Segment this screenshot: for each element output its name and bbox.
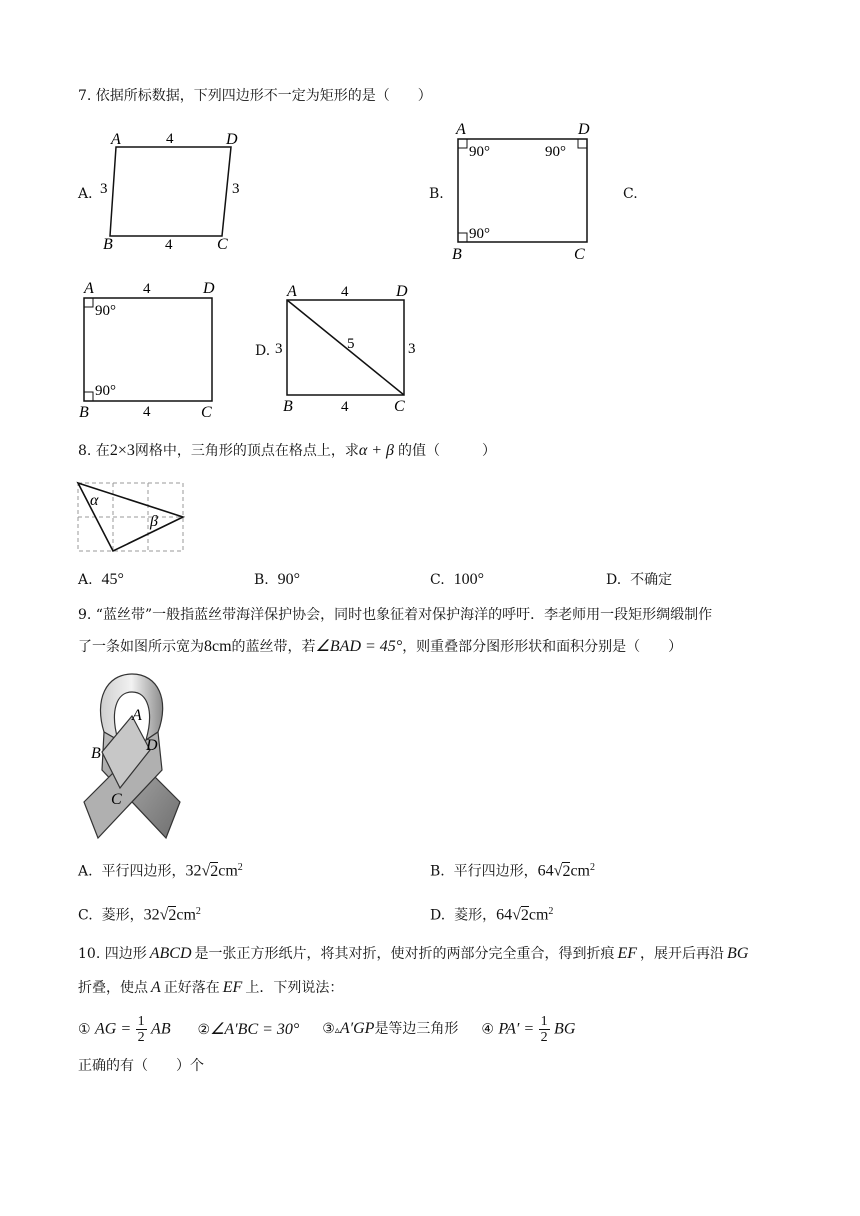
q10-statement-1-numerator: 1 — [137, 1014, 145, 1029]
q9-option-b[interactable] — [430, 858, 595, 882]
q7-option-a-label: A． — [78, 186, 103, 202]
q9-angle-expression: ∠BAD = 45° — [315, 638, 403, 655]
q8-option-c-letter: C. — [430, 572, 445, 588]
q10-statement-4-numerator: 1 — [540, 1014, 548, 1029]
q10-statements — [78, 1014, 575, 1050]
fig-a-label-A: A — [111, 131, 121, 148]
q7-figure-d — [273, 280, 423, 420]
fig-a-bottom-length: 4 — [165, 237, 173, 253]
fig-b-label-A: A — [456, 121, 466, 138]
fig-b-label-C: C — [574, 246, 585, 263]
q10-statement-1-denominator: 2 — [137, 1030, 145, 1045]
q9-option-c-radicand: 2 — [168, 906, 177, 924]
fig-a-top-length: 4 — [166, 131, 174, 147]
q7-option-b-label: B. — [429, 186, 444, 202]
q9-label-A: A — [132, 707, 142, 724]
q9-label-B: B — [91, 745, 101, 762]
q8-stem-part-2: 网格中，三角形的顶点在格点上，求 — [134, 443, 359, 459]
fig-c-label-B: B — [79, 404, 89, 421]
fig-a-right-length: 3 — [232, 181, 240, 197]
q10-statement-3 — [322, 1019, 458, 1041]
q7-option-d-label: D. — [255, 343, 271, 359]
q10-line-1 — [78, 944, 748, 964]
q10-ef: EF — [617, 945, 638, 962]
q8-option-a-letter: A. — [78, 572, 93, 588]
q10-line-2-part-1: 折叠，使点 — [78, 980, 148, 996]
fig-d-left-length: 3 — [275, 341, 283, 357]
q9-width-value: 8cm — [204, 638, 232, 655]
fig-c-bottom-length: 4 — [143, 404, 151, 420]
q10-statement-3-text: 是等边三角形 — [374, 1020, 459, 1037]
q10-line-2-part-2: 正好落在 — [163, 980, 220, 996]
q10-statement-1-rhs: AB — [151, 1020, 171, 1038]
q8-stem-part-1: 8. 在 — [78, 443, 110, 459]
q9-option-a-letter: A. — [78, 863, 93, 880]
q10-statement-3-name: A′GP — [339, 1019, 375, 1037]
q9-line-2-part-1: 了一条如图所示宽为 — [78, 639, 204, 655]
q8-option-a-value: 45° — [101, 571, 124, 588]
q9-option-d-letter: D. — [430, 907, 446, 924]
fig-c-angle-b: 90° — [95, 383, 116, 399]
q8-option-d-letter: D. — [606, 572, 622, 588]
q9-line-2-part-2: 的蓝丝带，若 — [231, 639, 316, 655]
q8-alpha-label: α — [90, 492, 99, 509]
q9-option-a[interactable] — [78, 858, 243, 882]
fig-c-label-A: A — [84, 280, 94, 297]
q10-line-1-part-3: ，展开后再沿 — [640, 946, 725, 962]
q9-option-a-radicand: 2 — [210, 862, 219, 880]
q8-option-d[interactable] — [606, 570, 672, 590]
q10-statement-2 — [198, 1020, 300, 1040]
q8-beta-label: β — [150, 513, 158, 530]
q9-option-d-shape: 菱形， — [454, 907, 497, 924]
q9-option-b-unit: cm — [570, 862, 590, 880]
q10-point-a: A — [151, 979, 161, 996]
q10-statement-2-text: ∠A′BC = 30° — [210, 1020, 300, 1038]
q10-line-1-part-2: 是一张正方形纸片，将其对折，使对折的两部分完全重合，得到折痕 — [194, 946, 615, 962]
q8-option-b-letter: B. — [254, 572, 269, 588]
fig-d-diagonal-length: 5 — [347, 336, 355, 352]
q8-option-c-value: 100° — [453, 571, 484, 588]
q9-option-b-sqrt-sign: √ — [553, 862, 563, 880]
q9-option-c-sqrt-sign: √ — [159, 906, 169, 924]
q7-figure-a — [95, 125, 255, 255]
q8-stem — [78, 441, 496, 461]
q7-stem: 7. 依据所标数据，下列四边形不一定为矩形的是（ ） — [78, 88, 432, 104]
fig-d-label-B: B — [283, 398, 293, 415]
q8-option-b[interactable] — [254, 570, 300, 590]
q9-option-c-exp: 2 — [195, 906, 201, 917]
fig-a-left-length: 3 — [100, 181, 108, 197]
q9-option-b-exp: 2 — [589, 862, 595, 873]
q8-option-a[interactable] — [78, 570, 124, 590]
q9-option-b-letter: B. — [430, 863, 445, 880]
q8-option-d-value: 不确定 — [630, 572, 673, 588]
q9-option-c[interactable] — [78, 902, 201, 926]
q7-option-c-label: C. — [623, 186, 638, 202]
q10-abcd: ABCD — [149, 945, 192, 962]
q10-statement-4-fraction — [539, 1014, 550, 1045]
q9-option-d-radicand: 2 — [520, 906, 529, 924]
q9-label-D: D — [146, 737, 158, 754]
q10-statement-1-lhs: AG = — [95, 1020, 132, 1038]
fig-c-label-D: D — [203, 280, 215, 297]
q10-statement-3-number: ③ — [322, 1020, 335, 1037]
fig-c-label-C: C — [201, 404, 212, 421]
fig-c-angle-a: 90° — [95, 303, 116, 319]
fig-d-bottom-length: 4 — [341, 399, 349, 415]
q10-statement-4-rhs: BG — [554, 1020, 576, 1038]
fig-b-label-B: B — [452, 246, 462, 263]
q10-statement-4 — [481, 1014, 575, 1045]
q9-option-c-letter: C. — [78, 907, 93, 924]
q10-statement-1-fraction — [136, 1014, 147, 1045]
q9-option-d-coef: 64 — [496, 906, 513, 924]
q9-option-c-coef: 32 — [143, 906, 160, 924]
fig-d-label-A: A — [287, 283, 297, 300]
q10-statement-1-number: ① — [78, 1021, 91, 1038]
q10-statement-1 — [78, 1014, 171, 1045]
q10-statement-4-lhs: PA′ = — [498, 1020, 535, 1038]
q8-stem-part-3: 的值（ ） — [398, 443, 497, 459]
q10-bg: BG — [727, 945, 749, 962]
q10-last-line: 正确的有（ ）个 — [78, 1058, 204, 1074]
q9-option-b-shape: 平行四边形， — [453, 863, 538, 880]
q10-statement-4-denominator: 2 — [540, 1030, 548, 1045]
q9-ribbon-figure — [76, 670, 186, 842]
q9-option-d-exp: 2 — [548, 906, 554, 917]
fig-d-label-D: D — [396, 283, 408, 300]
fig-d-top-length: 4 — [341, 284, 349, 300]
fig-b-label-D: D — [578, 121, 590, 138]
q9-option-c-shape: 菱形， — [101, 907, 144, 924]
q9-option-b-coef: 64 — [537, 862, 554, 880]
q9-option-d-sqrt-sign: √ — [512, 906, 521, 924]
fig-c-top-length: 4 — [143, 281, 151, 297]
q9-option-a-coef: 32 — [185, 862, 202, 880]
fig-d-right-length: 3 — [408, 341, 416, 357]
fig-b-angle-d: 90° — [545, 144, 566, 160]
q8-option-b-value: 90° — [277, 571, 301, 588]
q8-option-c[interactable] — [430, 570, 484, 590]
q8-sum-expression: α + β — [358, 442, 395, 459]
q10-ef-2: EF — [222, 979, 243, 996]
q9-option-b-radicand: 2 — [562, 862, 571, 880]
q10-line-1-part-1: 10. 四边形 — [78, 946, 147, 962]
q10-statement-3-triangle-icon: ▵ — [334, 1024, 340, 1036]
q9-option-a-sqrt-sign: √ — [201, 862, 211, 880]
q9-line-1: 9. “蓝丝带”一般指蓝丝带海洋保护协会，同时也象征着对保护海洋的呼吁．李老师用一段矩形绸缎制作 — [78, 607, 713, 623]
q9-label-C: C — [111, 791, 122, 808]
q7-figure-c — [76, 280, 226, 425]
q9-line-2 — [78, 637, 682, 657]
q9-line-2-part-3: ，则重叠部分图形形状和面积分别是（ ） — [402, 639, 683, 655]
q9-option-a-unit: cm — [218, 862, 238, 880]
q10-statement-2-number: ② — [197, 1021, 211, 1038]
fig-b-angle-b: 90° — [469, 226, 490, 242]
q10-line-2 — [78, 978, 343, 998]
q9-option-d-unit: cm — [528, 906, 549, 924]
q10-statement-4-number: ④ — [481, 1021, 494, 1038]
q10-line-2-part-3: 上．下列说法： — [245, 980, 344, 996]
q8-grid-figure — [78, 483, 188, 555]
fig-d-label-C: C — [394, 398, 405, 415]
q9-option-a-shape: 平行四边形， — [101, 863, 186, 880]
q7-figure-b — [450, 118, 600, 268]
fig-a-label-D: D — [226, 131, 238, 148]
q8-grid-expression: 2×3 — [109, 442, 135, 459]
q9-option-c-unit: cm — [176, 906, 196, 924]
q9-option-d[interactable] — [430, 902, 553, 926]
fig-b-angle-a: 90° — [469, 144, 490, 160]
fig-a-label-C: C — [217, 236, 228, 253]
q9-option-a-exp: 2 — [237, 862, 243, 873]
fig-a-label-B: B — [103, 236, 113, 253]
